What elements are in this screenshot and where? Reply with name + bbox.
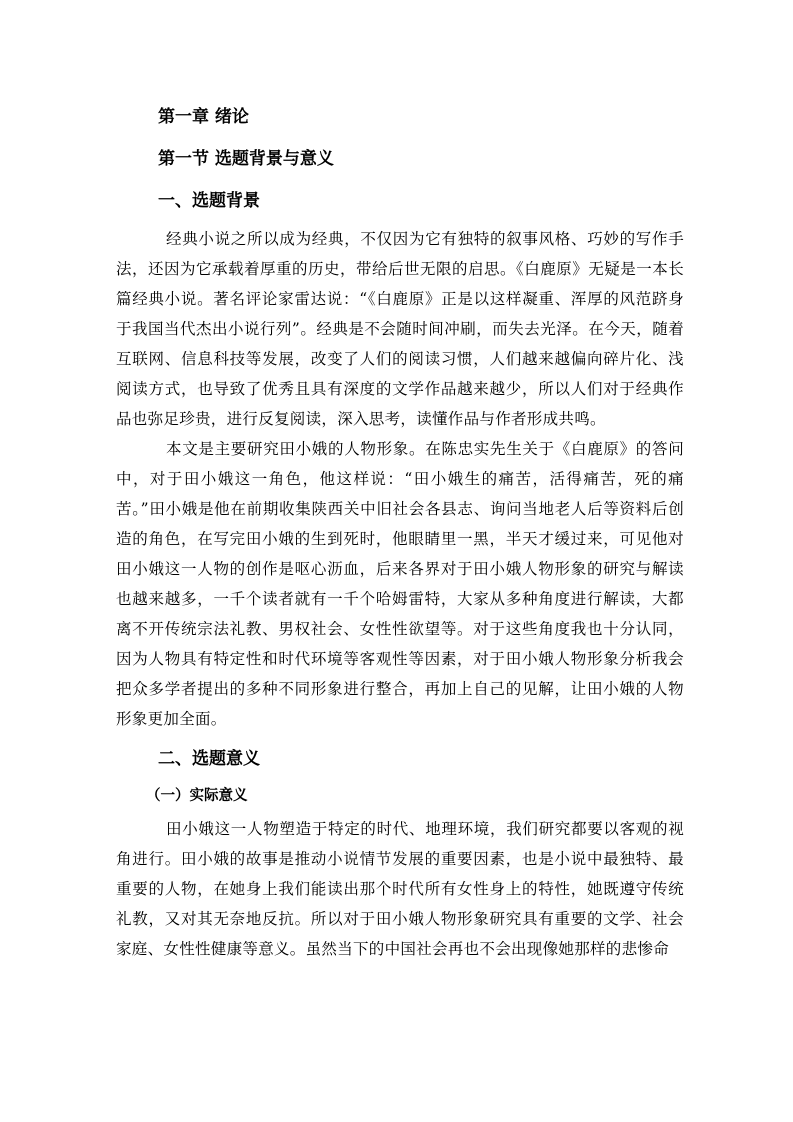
subsection-title-background: 一、选题背景 xyxy=(158,191,260,211)
section-title: 第一节 选题背景与意义 xyxy=(158,149,334,169)
paragraph: 田小娥这一人物塑造于特定的时代、地理环境，我们研究都要以客观的视角进行。田小娥的故事是推动小说情节发展的重要因素，也是小说中最独特、最重要的人物，在她身上我们能读出那个时代所有女性身上的特性，她既遵守传统礼教，又对其无奈地反抗。所以对于田小娥人物形象研究具有重要的文学、社会家庭、女性性健康等意义。虽然当下的中国社会再也不会出现像她那样的悲惨命 xyxy=(116,820,684,958)
sub-subsection-title-practical: （一）实际意义 xyxy=(146,787,248,804)
paragraph: 经典小说之所以成为经典，不仅因为它有独特的叙事风格、巧妙的写作手法，还因为它承载着厚重的历史，带给后世无限的启思。《白鹿原》无疑是一本长篇经典小说。著名评论家雷达说：“《白鹿原》正是以这样凝重、浑厚的风范跻身于我国当代杰出小说行列”。经典是不会随时间冲刷，而失去光泽。在今天，随着互联网、信息科技等发展，改变了人们的阅读习惯，人们越来越偏向碎片化、浅阅读方式，也导致了优秀且具有深度的文学作品越来越少，所以人们对于经典作品也弥足珍贵，进行反复阅读，深入思考，读懂作品与作者形成共鸣。 xyxy=(116,230,684,428)
chapter-title: 第一章 绪论 xyxy=(158,107,249,127)
paragraph: 本文是主要研究田小娥的人物形象。在陈忠实先生关于《白鹿原》的答问中，对于田小娥这一角色，他这样说：“田小娥生的痛苦，活得痛苦，死的痛苦。”田小娥是他在前期收集陕西关中旧社会各县志、询问当地老人后等资料后创造的角色，在写完田小娥的生到死时，他眼睛里一黑，半天才缓过来，可见他对田小娥这一人物的创作是呕心沥血，后来各界对于田小娥人物形象的研究与解读也越来越多，一千个读者就有一千个哈姆雷特，大家从多种角度进行解读，大都离不开传统宗法礼教、男权社会、女性性欲望等。对于这些角度我也十分认同，因为人物具有特定性和时代环境等客观性等因素，对于田小娥人物形象分析我会把众多学者提出的多种不同形象进行整合，再加上自己的见解，让田小娥的人物形象更加全面。 xyxy=(116,440,684,728)
subsection-title-significance: 二、选题意义 xyxy=(158,749,260,769)
document-body xyxy=(116,100,684,964)
